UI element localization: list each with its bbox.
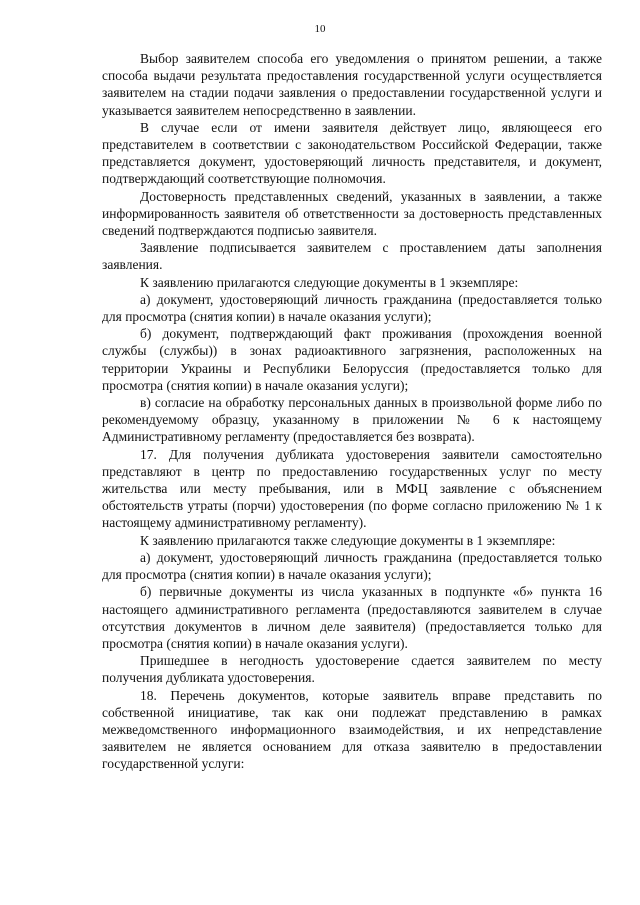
paragraph-duplicate-item-a: а) документ, удостоверяющий личность гражданина (предоставляется только для просмотра (снятия копии) в начале оказания услуги); bbox=[102, 549, 602, 583]
paragraph-17-duplicate: 17. Для получения дубликата удостоверения заявители самостоятельно представляют в центр по предоставлению государственных услуг по месту жительства или месту пребывания, или в МФЦ заявление с объяснением обстоятельств утраты (порчи) удостоверения (по форме согласно приложению № 1 к настоящему административному регламенту). bbox=[102, 446, 602, 531]
paragraph-signature: Заявление подписывается заявителем с проставлением даты заполнения заявления. bbox=[102, 240, 602, 273]
paragraph-item-b: б) документ, подтверждающий факт проживания (прохождения военной службы (службы)) в зонах радиоактивного загрязнения, расположенных на территории Украины и Республики Белоруссия (предоставляется только для просмотра (снятия копии) в начале оказания услуги); bbox=[102, 326, 602, 393]
paragraph-item-v: в) согласие на обработку персональных данных в произвольной форме либо по рекомендуемому образцу, указанному в приложении № 6 к настоящему Административному регламенту (предоставляется без возврата). bbox=[102, 395, 602, 445]
paragraph-18-document-list: 18. Перечень документов, которые заявитель вправе представить по собственной инициативе, так как они подлежат представлению в рамках межведомственного информационного взаимодействия, и их непредставление заявителем не является основанием для отказа заявителю в предоставлении государственной услуги: bbox=[102, 687, 602, 772]
paragraph-unusable-certificate: Пришедшее в негодность удостоверение сдается заявителем по месту получения дубликата удостоверения. bbox=[102, 653, 602, 686]
paragraph-reliability: Достоверность представленных сведений, указанных в заявлении, а также информированность заявителя об ответственности за достоверность представленных сведений подтверждаются подписью заявителя. bbox=[102, 188, 602, 239]
paragraph-duplicate-attachments-intro: К заявлению прилагаются также следующие документы в 1 экземпляре: bbox=[140, 532, 556, 548]
paragraph-attachments-intro: К заявлению прилагаются следующие документы в 1 экземпляре: bbox=[140, 274, 519, 290]
page-number: 10 bbox=[314, 23, 326, 35]
paragraph-item-a: а) документ, удостоверяющий личность гражданина (предоставляется только для просмотра (снятия копии) в начале оказания услуги); bbox=[102, 291, 602, 325]
paragraph-notification-method: Выбор заявителем способа его уведомления о принятом решении, а также способа выдачи результата предоставления государственной услуги осуществляется заявителем на стадии подачи заявления о предоставлении государственной услуги и указывается заявителем непосредственно в заявлении. bbox=[102, 51, 602, 118]
paragraph-duplicate-item-b: б) первичные документы из числа указанных в подпункте «б» пункта 16 настоящего административного регламента (предоставляются заявителем в случае отсутствия документов в личном деле заявителя) (предоставляется только для просмотра (снятия копии) в начале оказания услуги). bbox=[102, 584, 602, 651]
paragraph-representative: В случае если от имени заявителя действует лицо, являющееся его представителем в соответствии с законодательством Российской Федерации, также представляется документ, удостоверяющий личность представителя, и документ, подтверждающий соответствующие полномочия. bbox=[102, 119, 602, 187]
document-body bbox=[102, 50, 602, 773]
